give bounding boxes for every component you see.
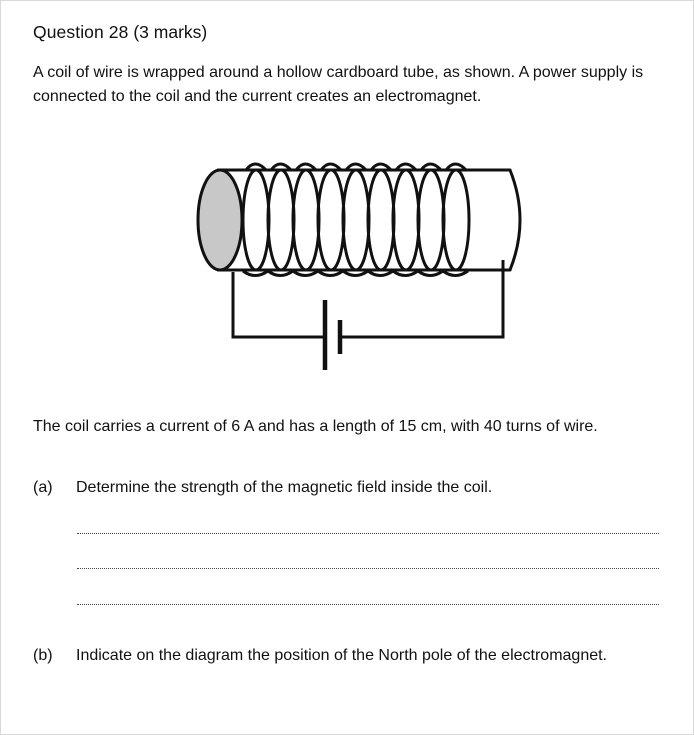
part-b-text: Indicate on the diagram the position of the North pole of the electromagnet. <box>76 647 607 664</box>
part-b-label: (b) <box>33 647 53 664</box>
answer-line[interactable] <box>77 533 659 534</box>
electromagnet-diagram <box>180 150 540 380</box>
answer-line[interactable] <box>77 604 659 605</box>
question-number: Question 28 <box>33 22 129 42</box>
tube-far-end <box>510 170 520 270</box>
question-stem: The coil carries a current of 6 A and has a length of 15 cm, with 40 turns of wire. <box>33 418 598 435</box>
part-a-text: Determine the strength of the magnetic field inside the coil. <box>76 479 493 496</box>
intro-paragraph: A coil of wire is wrapped around a hollow cardboard tube, as shown. A power supply is connected to the coil and the current creates an electromagnet. <box>33 64 644 105</box>
part-a-label: (a) <box>33 479 53 496</box>
question-marks: (3 marks) <box>133 22 208 42</box>
question-title <box>33 22 207 43</box>
answer-line[interactable] <box>77 568 659 569</box>
tube-opening <box>198 170 242 270</box>
coil-front-loops <box>243 170 469 276</box>
cell-symbol <box>325 300 340 370</box>
